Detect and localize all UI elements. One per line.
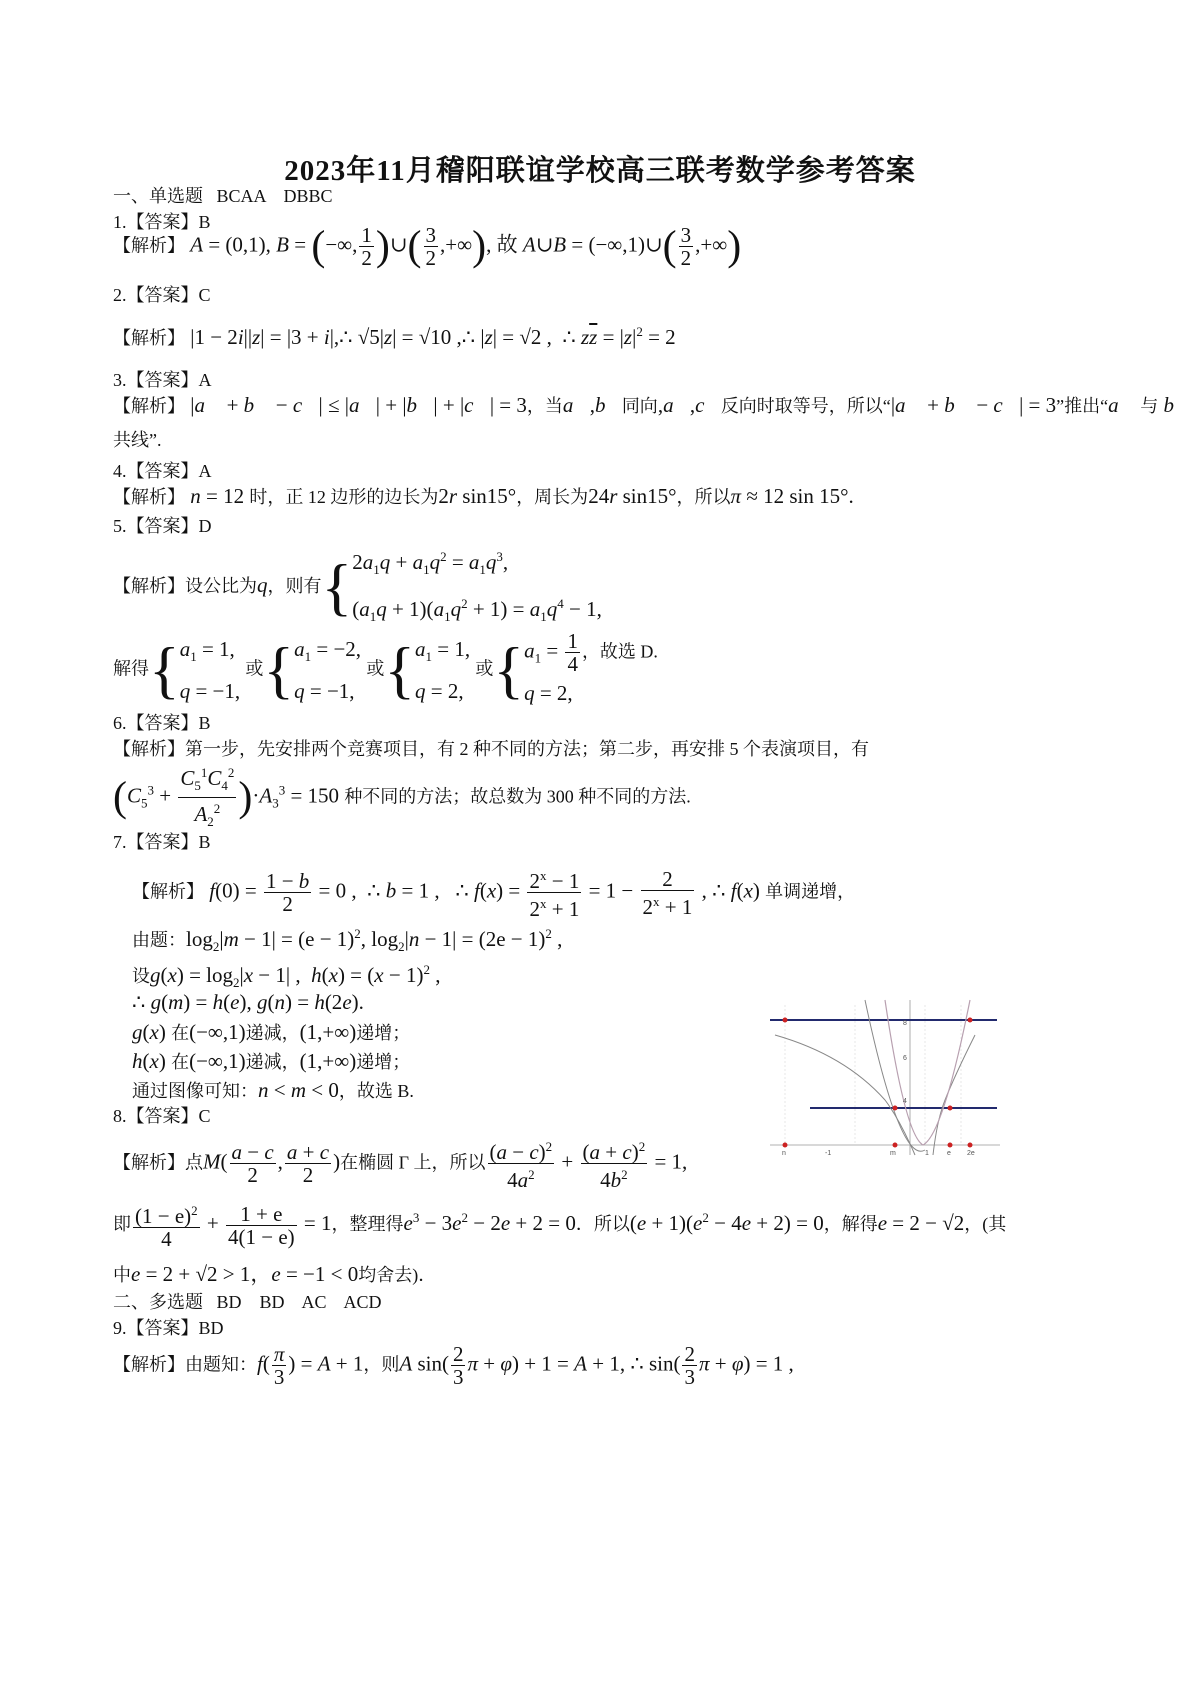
q7-line4: g(x) 在(−∞,1)递减，(1,+∞)递增； [132,1020,411,1044]
analysis-tag: 【解析】 [132,881,204,902]
answer-tag: 【答案】 [126,1106,199,1126]
page-title: 2023年11月稽阳联谊学校高三联考数学参考答案 [284,155,916,187]
q7-text: 单调递增， [765,881,856,902]
analysis-tag: 【解析】 [113,328,185,348]
q5-analysis-line: 【解析】设公比为q，则有{ $2a_1q + a_1q^2 = a_1q^3$, $(a_1q + 1)(a_1q^2 + 1) = a_1q^4 - 1$, [113,549,602,625]
answer-value: BD [198,1318,224,1338]
q3-text-e: 与 [1140,396,1159,416]
q7-line5: h(x) 在(−∞,1)递减，(1,+∞)递增； [132,1049,411,1073]
q7-answer-line [113,830,211,854]
q8-l2a: 即 [113,1213,131,1234]
q8-answer-line [113,1104,211,1128]
question-number: 7. [113,832,127,852]
graph-label-8: 8 [903,1020,907,1027]
graph-label-e: e [947,1150,951,1157]
answer-tag: 【答案】 [126,516,199,536]
q9-text: 由题知： [185,1354,257,1375]
section-answers: BCAA DBBC [216,186,333,206]
question-number: 4. [113,461,127,481]
function-graph [765,995,1005,1165]
answer-tag: 【答案】 [126,461,199,481]
answer-tag: 【答案】 [126,285,199,305]
q4-analysis-line: 【解析】 n = 12 时，正 12 边形的边长为2r sin15°，周长为24r sin15°，所以π ≈ 12 sin 15°. [113,484,854,508]
q2-analysis-line: 【解析】 |1 − 2i||z| = |3 + i|,∴ √5|z| = √10 ,∴ |z| = √2 , ∴ $z\overline{z} = |z|^2 = 2$ [113,324,676,349]
q4-text3: ，所以 [676,487,731,507]
answer-value: B [198,713,211,733]
question-number: 8. [113,1106,127,1126]
q1-analysis-line: 【解析】 A = (0,1), B = (−∞, $\frac{1}{2}$ )∪( $\frac{3}{2}$ ,+∞), 故 A∪B = (−∞,1)∪( $\frac{3}{2}$ ,+∞) [113,223,742,270]
section-label: 一、单选题 [113,186,203,206]
q7-line2: 设$g(x) = \log_2|x - 1|$ , $h(x) = (x - 1)^2$ , [132,962,441,991]
q8-text2: 在椭圆 Γ 上，所以 [340,1152,486,1173]
question-number: 6. [113,713,127,733]
q3-analysis-line: 【解析】 |a⃗ + b⃗ − c⃗| ≤ |a⃗| + |b⃗| + |c⃗| = 3，当a⃗,b⃗同向,a⃗,c⃗反向时取等号，所以“|a⃗ + b⃗ − c⃗| = 3”推出“a⃗ 与 b⃗ [113,393,1191,417]
q5-answer-line [113,514,212,538]
q9-analysis-line: 【解析】由题知：f( $\frac{\pi}{3}$ ) = A + 1，则A sin( $\frac{2}{3}$ π + φ) + 1 = A + 1, ∴ sin( $\frac{2}{3}$ π + φ) = 1 , [113,1342,794,1389]
q7-l2: 设 [132,966,150,986]
q8-analysis-line: 【解析】点M( $\frac{a - c}{2}$ , $\frac{a + c}{2}$ )在椭圆 Γ 上，所以 $\frac{(a - c)^2}{4a^2}$ + $\frac{(a + c)^2}{4b^2}$ = 1, [113,1136,687,1191]
q7-l4a: 在 [171,1023,190,1043]
q4-answer-line [113,459,212,483]
q7-l1: 由题： [132,930,186,950]
q6-text: 第一步，先安排两个竞赛项目，有 2 种不同的方法；第二步，再安排 5 个表演项目，有 [185,739,869,759]
q8-l2b: ，整理得 [331,1213,404,1234]
graph-label-m: m [890,1150,896,1157]
q8-text: 点 [185,1152,203,1173]
answer-value: B [198,212,211,232]
q8-l2c: ．所以 [575,1213,630,1234]
q7-line6: 通过图像可知：n < m < 0，故选 B. [132,1078,414,1102]
q6-answer-line [113,711,211,735]
section-single-choice [113,184,333,208]
q5-or: 或 [366,658,385,679]
q9-text2: ，则 [363,1354,400,1375]
q5-solve: 解得 [113,658,149,679]
answer-value: A [198,370,212,390]
q8-l3b: 均舍去)． [358,1265,437,1285]
answer-value: C [198,1106,211,1126]
q2-answer-line [113,283,211,307]
answer-tag: 【答案】 [126,370,199,390]
answer-value: C [198,285,211,305]
q4-text: 时，正 12 边形的边长为 [249,487,439,507]
question-number: 9. [113,1318,127,1338]
question-number: 2. [113,285,127,305]
q7-l4b: 递减， [245,1023,300,1043]
answer-tag: 【答案】 [126,1318,199,1338]
q3-text-d: ”推出“ [1056,396,1109,416]
q5-or: 或 [245,658,264,679]
graph-label-n: n [782,1150,786,1157]
q8-line3: 中e = 2 + √2 > 1，e = −1 < 0均舍去)． [113,1262,437,1286]
answer-tag: 【答案】 [126,832,199,852]
q6-text2: 种不同的方法；故总数为 300 种不同的方法. [344,786,691,807]
answer-tag: 【答案】 [126,212,199,232]
answer-tag: 【答案】 [126,713,199,733]
q5-text2: ，则有 [267,576,322,596]
graph-label-2e: 2e [967,1150,975,1157]
q4-text2: ，周长为 [516,487,589,507]
q3-text-b: 同向 [621,396,658,416]
q3-text-c: 反向时取等号，所以“ [720,396,891,416]
q7-l4b: 递减， [245,1052,300,1072]
graph-label-minus1: -1 [825,1150,832,1157]
analysis-tag: 【解析】 [113,576,185,596]
q5-text: 设公比为 [185,576,257,596]
graph-label-1: 1 [925,1150,929,1157]
q5-solution-line: 解得{ $a_1 = 1$, q = −1, 或{ $a_1 = -2$, q = −1, 或{ $a_1 = 1$, q = 2, 或{ $a_1$ = $\frac{1}{4}$ ，故选 D. q = 2, [113,629,658,705]
q9-answer-line [113,1316,224,1340]
q8-l3a: 中 [113,1265,131,1285]
q3-analysis-cont: 共线”. [113,430,162,450]
question-number: 5. [113,516,127,536]
analysis-tag: 【解析】 [113,1152,185,1173]
q5-conclusion: ，故选 D. [581,641,658,662]
section-answers: BD BD AC ACD [216,1292,382,1312]
analysis-tag: 【解析】 [113,396,185,416]
q5-or: 或 [475,658,494,679]
q7-l6b: ，故选 B. [338,1081,414,1101]
q7-l4c: 递增； [356,1052,411,1072]
graph-label-6: 6 [903,1055,907,1062]
graph-label-4: 4 [903,1098,907,1105]
analysis-tag: 【解析】 [113,487,185,507]
q7-analysis-line: 【解析】 f(0) = $\frac{1 - b}{2}$ = 0 , ∴ b = 1 , ∴ f(x) = $\frac{2^x - 1}{2^x + 1}$ = 1 − $\frac{2}{2^x + 1}$ , ∴ f(x) 单调递增， [132,866,856,921]
q8-l2e: ，(其 [964,1213,1007,1234]
section-multi-choice [113,1290,382,1314]
question-number: 3. [113,370,127,390]
q7-line3: ∴ g(m) = h(e), g(n) = h(2e). [132,990,364,1014]
analysis-tag: 【解析】 [113,1354,185,1375]
answer-value: D [198,516,212,536]
analysis-tag: 【解析】 [113,739,185,759]
q7-l4a: 在 [171,1052,190,1072]
analysis-tag: 【解析】 [113,235,185,256]
q7-line1: 由题：$\log_2|m - 1| = (e - 1)^2$, $\log_2|n - 1| = (2e - 1)^2$ , [132,926,563,955]
q3-answer-line [113,368,212,392]
q3-text-a: ，当 [526,396,563,416]
q6-analysis-line [113,737,869,761]
section-label: 二、多选题 [113,1292,203,1312]
q7-l4c: 递增； [356,1023,411,1043]
q8-l2d: ，解得 [823,1213,878,1234]
answer-value: A [198,461,212,481]
q7-l6: 通过图像可知： [132,1081,258,1101]
answer-value: B [198,832,211,852]
question-number: 1. [113,212,127,232]
q6-formula-line: ($C_5^3$ + $\frac{C_5^1C_4^2}{A_2^2}$ )$\cdot A_3^3 = 150$ 种不同的方法；故总数为 300 种不同的方法. [113,762,691,833]
q8-line2: 即 $\frac{(1 - e)^2}{4}$ + $\frac{1 + e}{4(1 - e)}$ = 1，整理得$e^3 - 3e^2 - 2e + 2 = 0$．所以$(e + 1)(e^2 - 4e + 2) = 0$，解得e = 2 − √2，(其 [113,1201,1007,1251]
